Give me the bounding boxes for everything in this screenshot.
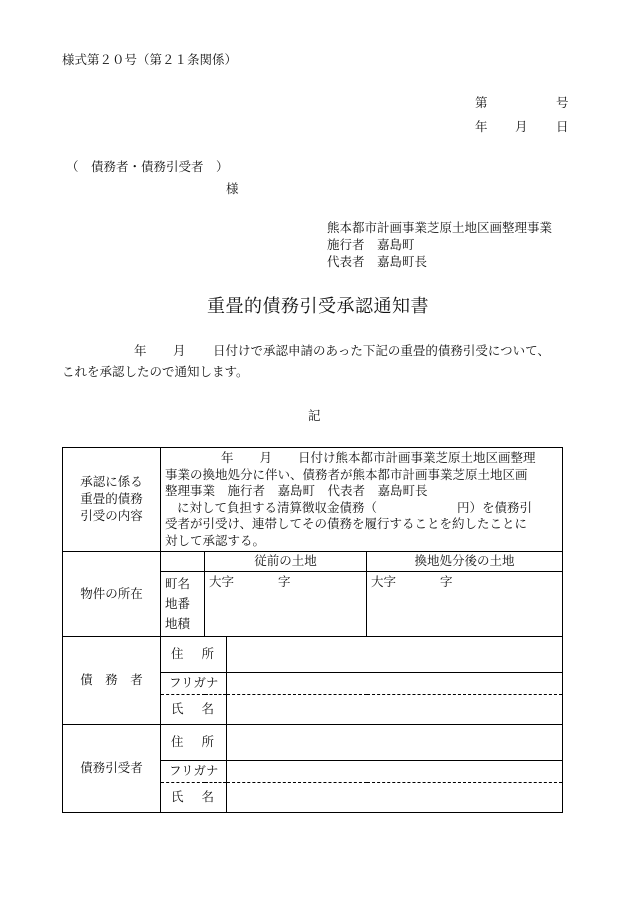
ki-marker: 記 bbox=[308, 408, 321, 423]
debtor-address-label bbox=[161, 637, 227, 673]
form-number: 様式第２０号（第２１条関係） bbox=[62, 52, 238, 67]
debtor-address-field[interactable] bbox=[227, 637, 563, 673]
assignee-furigana-label: フリガナ bbox=[161, 761, 227, 783]
addressee-role: （ 債務者・債務引受者 ） bbox=[66, 159, 229, 174]
address-char-2: 所 bbox=[201, 734, 214, 750]
after-land-value[interactable] bbox=[367, 572, 563, 637]
content-line-4 bbox=[165, 500, 558, 517]
address-char-1: 住 bbox=[171, 734, 184, 750]
debtor-furigana-field[interactable] bbox=[227, 673, 563, 695]
issuer-representative: 代表者 嘉島町長 bbox=[327, 254, 428, 269]
date-day: 日 bbox=[556, 119, 569, 134]
name-char-1: 氏 bbox=[171, 701, 184, 717]
doc-number-go: 号 bbox=[556, 95, 569, 110]
content-label-line: 承認に係る bbox=[80, 474, 143, 490]
content-year: 年 bbox=[221, 450, 234, 465]
field-chomei: 町名 bbox=[165, 576, 191, 591]
content-line-1 bbox=[165, 450, 558, 467]
assignee-label: 債務引受者 bbox=[63, 725, 161, 813]
content-month: 月 bbox=[259, 450, 273, 465]
content-line-2: 事業の換地処分に伴い、債務者が熊本都市計画事業芝原土地区画 bbox=[165, 466, 528, 482]
content-line4-a: に対して負担する清算徴収金債務（ bbox=[177, 499, 378, 515]
body-line1: 日付けで承認申請のあった下記の重畳的債務引受について、 bbox=[213, 343, 550, 358]
assignee-name-label bbox=[161, 783, 227, 813]
assignee-furigana-field[interactable] bbox=[227, 761, 563, 783]
date-year: 年 bbox=[475, 119, 488, 134]
name-char-2: 名 bbox=[201, 701, 214, 717]
content-text bbox=[161, 448, 563, 552]
assignee-address-field[interactable] bbox=[227, 725, 563, 761]
issuer-project: 熊本都市計画事業芝原土地区画整理事業 bbox=[327, 220, 553, 235]
before-land-header: 従前の土地 bbox=[205, 552, 367, 572]
addressee-sama: 様 bbox=[226, 181, 239, 196]
property-fields bbox=[161, 572, 205, 637]
document-title: 重畳的債務引受承認通知書 bbox=[207, 296, 429, 317]
content-line-6: 対して承認する。 bbox=[165, 532, 266, 548]
content-label-line: 引受の内容 bbox=[80, 507, 143, 523]
debtor-name-field[interactable] bbox=[227, 695, 563, 725]
assignee-address-row bbox=[63, 725, 563, 761]
date-month: 月 bbox=[515, 119, 528, 134]
debtor-name-label bbox=[161, 695, 227, 725]
field-chiban: 地番 bbox=[165, 596, 191, 611]
property-header-row bbox=[63, 552, 563, 572]
after-land-header: 換地処分後の土地 bbox=[367, 552, 563, 572]
debtor-furigana-label: フリガナ bbox=[161, 673, 227, 695]
body-line2: これを承認したので通知します。 bbox=[62, 364, 249, 379]
name-char-2: 名 bbox=[201, 789, 214, 805]
assignee-address-label bbox=[161, 725, 227, 761]
doc-number-dai: 第 bbox=[475, 95, 488, 110]
after-oaza: 大字 bbox=[371, 574, 397, 589]
content-line-3: 整理事業 施行者 嘉島町 代表者 嘉島町長 bbox=[165, 483, 428, 498]
content-label-line: 重畳的債務 bbox=[80, 491, 143, 507]
before-land-value[interactable] bbox=[205, 572, 367, 637]
issuer-executor: 施行者 嘉島町 bbox=[327, 237, 415, 252]
after-aza: 字 bbox=[440, 574, 453, 589]
content-line1-text: 日付け熊本都市計画事業芝原土地区画整理 bbox=[298, 450, 536, 465]
address-char-1: 住 bbox=[171, 646, 184, 662]
content-label bbox=[63, 448, 161, 552]
approval-table bbox=[62, 447, 563, 813]
assignee-name-field[interactable] bbox=[227, 783, 563, 813]
before-oaza: 大字 bbox=[209, 574, 235, 589]
property-blank-header bbox=[161, 552, 205, 572]
content-line4-b: 円）を債務引 bbox=[457, 499, 533, 515]
address-char-2: 所 bbox=[201, 646, 214, 662]
property-label: 物件の所在 bbox=[63, 552, 161, 637]
before-aza: 字 bbox=[278, 574, 291, 589]
content-row bbox=[63, 448, 563, 552]
name-char-1: 氏 bbox=[171, 789, 184, 805]
field-chiseki: 地積 bbox=[165, 616, 191, 631]
content-line-5: 受者が引受け、連帯してその債務を履行することを約したことに bbox=[165, 516, 528, 531]
body-month: 月 bbox=[173, 343, 186, 358]
debtor-address-row bbox=[63, 637, 563, 673]
body-year: 年 bbox=[134, 343, 147, 358]
debtor-label: 債 務 者 bbox=[63, 637, 161, 725]
